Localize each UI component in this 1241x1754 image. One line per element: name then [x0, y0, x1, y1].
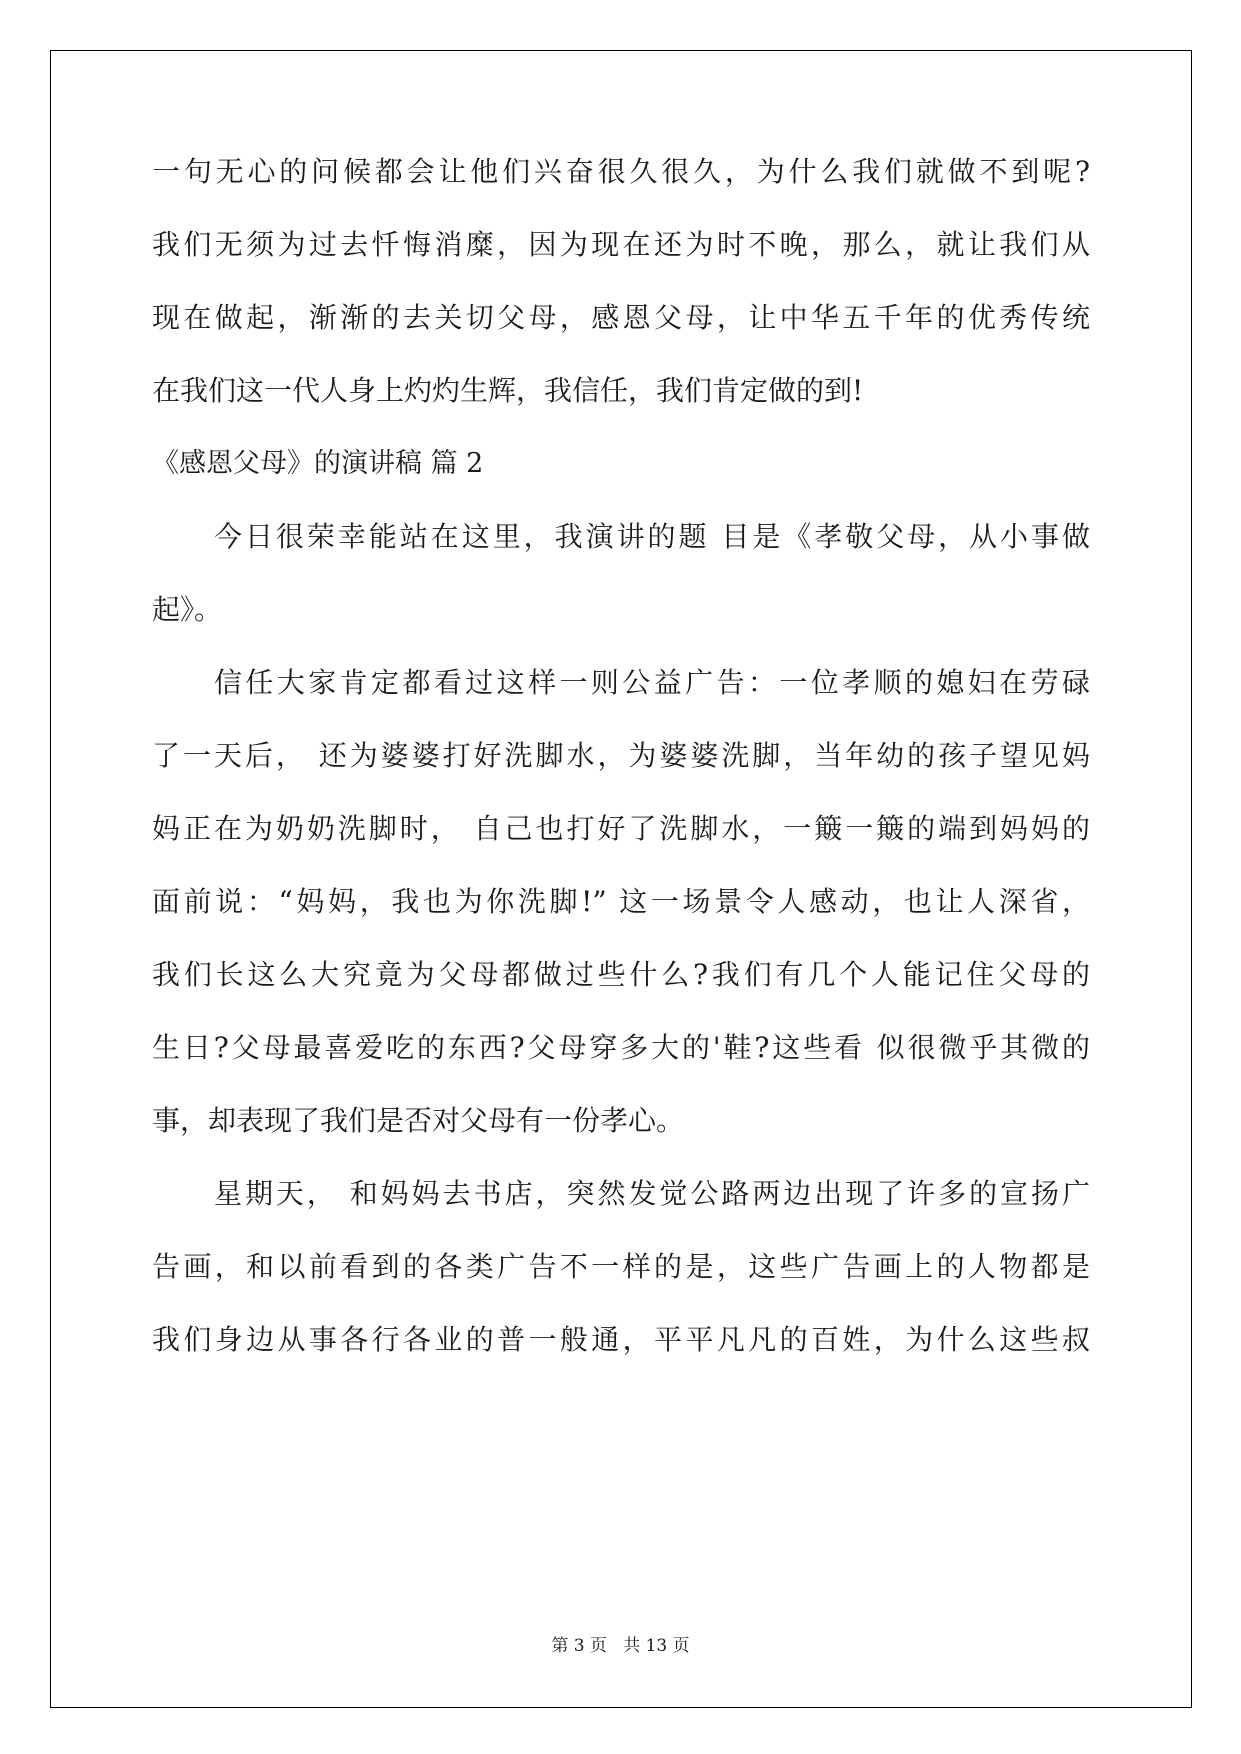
text-line: 我们无须为过去忏悔消糜，因为现在还为时不晚，那么，就让我们从	[152, 228, 1090, 261]
text-line: 我们长这么大究竟为父母都做过些什么?我们有几个人能记住父母的	[152, 958, 1090, 991]
text-line: 现在做起，渐渐的去关切父母，感恩父母，让中华五千年的优秀传统	[152, 301, 1090, 334]
text-line: 面前说：“妈妈，我也为你洗脚!” 这一场景令人感动，也让人深省，	[152, 885, 1090, 918]
page-number: 第 3 页 共 13 页	[551, 1636, 690, 1656]
text-line: 在我们这一代人身上灼灼生辉，我信任，我们肯定做的到!	[152, 374, 864, 407]
text-line: 起》。	[152, 593, 223, 626]
text-line: 今日很荣幸能站在这里，我演讲的题 目是《孝敬父母，从小事做	[214, 520, 1090, 553]
section-heading: 《感恩父母》的演讲稿 篇 2	[152, 448, 484, 479]
text-line: 信任大家肯定都看过这样一则公益广告：一位孝顺的媳妇在劳碌	[214, 666, 1090, 699]
text-line: 了一天后， 还为婆婆打好洗脚水，为婆婆洗脚，当年幼的孩子望见妈	[152, 739, 1090, 772]
text-line: 一句无心的问候都会让他们兴奋很久很久，为什么我们就做不到呢?	[152, 155, 1090, 188]
text-line: 生日?父母最喜爱吃的东西?父母穿多大的'鞋?这些看 似很微乎其微的	[152, 1031, 1090, 1064]
text-line: 星期天， 和妈妈去书店，突然发觉公路两边出现了许多的宣扬广	[214, 1177, 1090, 1210]
text-line: 事，却表现了我们是否对父母有一份孝心。	[152, 1104, 685, 1137]
text-line: 我们身边从事各行各业的普一般通，平平凡凡的百姓，为什么这些叔	[152, 1323, 1090, 1356]
text-line: 妈正在为奶奶洗脚时， 自己也打好了洗脚水，一簸一簸的端到妈妈的	[152, 812, 1090, 845]
text-line: 告画，和以前看到的各类广告不一样的是，这些广告画上的人物都是	[152, 1250, 1090, 1283]
